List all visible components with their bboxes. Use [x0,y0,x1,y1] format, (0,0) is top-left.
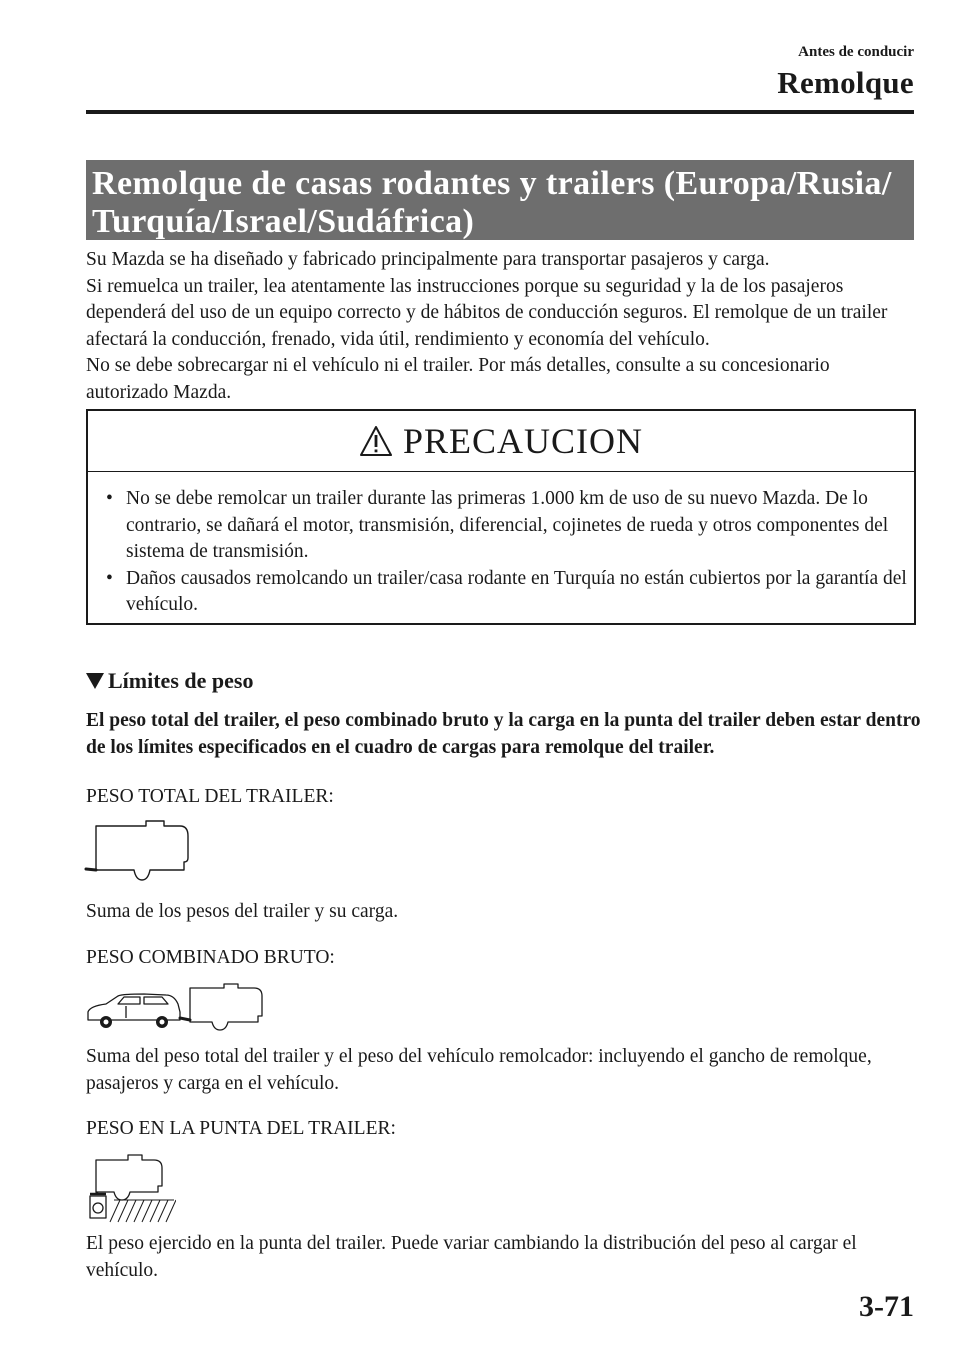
intro-paragraph-2: Si remuelca un trailer, lea atentamente las instrucciones porque su seguridad y la de los pasajeros dependerá del uso de un equipo correcto y de hábitos de conducción seguros. El remolque de un trailer afectará la conducción, frenado, vida útil, rendimiento y economía del vehículo. [86,275,888,350]
title-line-1: Remolque de casas rodantes y trailers (Europa/Rusia/ [92,165,892,202]
tongue-weight-description: El peso ejercido en la punta del trailer. Puede variar cambiando la distribución del peso al cargar el vehículo. [86,1233,857,1281]
page-number: 3-71 [859,1290,914,1323]
weight-limits-heading-text: Límites de peso [108,668,254,693]
caution-item-text: Daños causados remolcando un trailer/casa rodante en Turquía no están cubiertos por la garantía del vehículo. [126,567,907,615]
title-line-2: Turquía/Israel/Sudáfrica) [92,203,475,240]
caution-list [88,486,914,619]
caution-item-text: No se debe remolcar un trailer durante las primeras 1.000 km de uso de su nuevo Mazda. De lo contrario, se dañará el motor, transmisión, diferencial, cojinetes de rueda y otros componentes del sistema de transmisión. [126,488,889,562]
intro-text [86,247,916,406]
header-rule [86,110,914,114]
caution-header [88,411,914,472]
running-header [777,44,914,101]
chapter-title: Antes de conducir [798,44,914,60]
gross-trailer-weight-description: Suma de los pesos del trailer y su carga. [86,901,399,922]
tongue-weight-label: PESO EN LA PUNTA DEL TRAILER: [86,1118,396,1139]
weight-limits-heading [86,668,253,694]
weight-limits-intro: El peso total del trailer, el peso combinado bruto y la carga en la punta del trailer deben estar dentro de los límites especificados en el cuadro de cargas para remolque del trailer. [86,710,921,758]
caution-title: PRECAUCION [402,421,644,461]
car-with-trailer-icon [84,982,274,1034]
trailer-icon [84,818,196,886]
tongue-weight-scale-icon [84,1152,176,1224]
gross-combination-weight-label: PESO COMBINADO BRUTO: [86,947,335,968]
caution-item: • No se debe remolcar un trailer durante las primeras 1.000 km de uso de su nuevo Mazda. De lo contrario, se dañará el motor, transmisión, diferencial, cojinetes de rueda y otros componentes del sistema de transmisión. [106,488,889,562]
caution-item: • Daños causados remolcando un trailer/casa rodante en Turquía no están cubiertos por la garantía del vehículo. [106,567,907,615]
caution-box [86,409,916,625]
section-title-banner [86,160,914,240]
section-title: Remolque [777,65,914,100]
intro-paragraph-1: Su Mazda se ha diseñado y fabricado principalmente para transportar pasajeros y carga. [86,249,770,270]
warning-triangle-icon [359,425,393,457]
gross-trailer-weight-label: PESO TOTAL DEL TRAILER: [86,786,334,807]
triangle-down-icon [86,673,104,689]
intro-paragraph-3: No se debe sobrecargar ni el vehículo ni el trailer. Por más detalles, consulte a su concesionario autorizado Mazda. [86,355,830,403]
gross-combination-weight-description: Suma del peso total del trailer y el peso del vehículo remolcador: incluyendo el gancho de remolque, pasajeros y carga en el vehículo. [86,1046,872,1094]
